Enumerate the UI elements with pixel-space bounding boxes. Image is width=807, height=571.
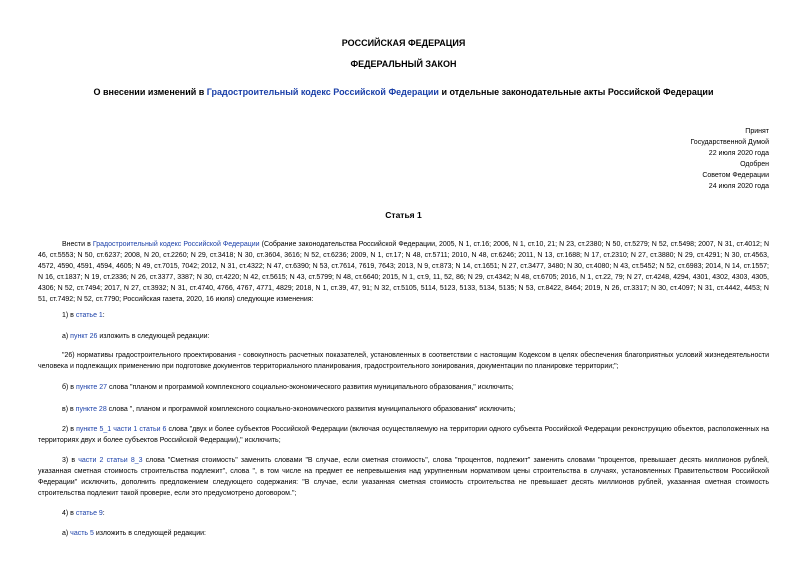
item-1v-prefix: в) в — [62, 406, 76, 413]
item-4 — [62, 508, 105, 519]
item-1v-suffix: слова ", планом и программой комплексного социально-экономического развития муниципального образования" исключить; — [106, 406, 516, 413]
item-2-link[interactable]: пункте 5_1 части 1 статьи 6 — [76, 426, 167, 433]
item-1v-link[interactable]: пункте 28 — [75, 406, 107, 413]
adoption-block — [549, 126, 769, 192]
item-1a-text: "26) нормативы градостроительного проектирования - совокупность расчетных показателей, установленных в соответствии с настоящим Кодексом в целях обеспечения благоприятных условий жизнедеятельности человека и подлежащих применению при подготовке документов территориального планирования, градостроительного зонирования, документации по планировке территории;"; — [38, 352, 769, 370]
article-intro — [38, 239, 769, 305]
intro-rest: (Собрание законодательства Российской Федерации, 2005, N 1, ст.16; 2006, N 1, ст.10, 21; N 23, ст.2380; N 50, ст.5279; N 52, ст.5498; 2007, N 31, ст.4012; N 46, ст.5553; N 50, ст.6237; 2008, N 20, ст.2260; N 29, ст.3418; N 30, ст.3604, 3616; N 52, ст.6236; 2009, N 1, ст.17; N 48, ст.5711; 2010, N 48, ст.6246; 2011, N 13, ст.1688; N 17, ст.2310; N 27, ст.3880; N 29, ст.4291; N 30, ст.4563, 4572, 4590, 4591, 4594, 4605; N 49, ст.7015, 7042; 2012, N 31, ст.4322; N 47, ст.6390; N 53, ст.7614, 7619, 7643; 2013, N 9, ст.873; N 14, ст.1651; N 27, ст.3477, 3480; N 30, ст.4080; N 43, ст.5452; N 52, ст.6983; 2014, N 14, ст.1557; N 16, ст.1837; N 19, ст.2336; N 26, ст.3377, 3387; N 30, ст.4220; N 42, ст.5615; N 43, ст.5799; N 48, ст.6640; 2015, N 1, ст.9, 11, 52, 86; N 29, ст.4342; N 48, ст.6705; 2016, N 1, ст.22, 79; N 27, ст.4248, 4294, 4301, 4302, 4303, 4305, 4306; N 52, ст.7494; 2017, N 27, ст.3932; N 31, ст.4740, 4766, 4767, 4771, 4829; 2018, N 1, ст.39, 47, 91; N 32, ст.5105, 5114, 5123, 5133, 5134, 5135; N 53, ст.8422, 8464; 2019, N 26, ст.3317; N 30, ст.4097; N 31, ст.4442, 4453; N 51, ст.7492; N 52, ст.7790; Российская газета, 2020, 16 июля) следующие изменения: — [38, 241, 769, 303]
item-1a-prefix: а) — [62, 333, 71, 340]
council-date: 24 июля 2020 года — [708, 183, 769, 190]
item-2 — [38, 424, 769, 446]
item-1a-link[interactable]: пункт 26 — [70, 333, 98, 340]
item-1-suffix: : — [102, 312, 105, 319]
item-1a — [62, 331, 209, 342]
item-1b — [62, 382, 514, 393]
item-2-suffix: слова "двух и более субъектов Российской Федерации (включая осуществляемую на территории одного субъекта Российской Федерации реконструкцию объектов, расположенных на территориях двух и более субъектов Российской Федерации)," исключить; — [38, 426, 770, 444]
council-label: Советом Федерации — [702, 172, 769, 179]
law-type-heading: ФЕДЕРАЛЬНЫЙ ЗАКОН — [350, 59, 457, 69]
item-1-prefix: 1) в — [62, 312, 76, 319]
item-1-link[interactable]: статье 1 — [75, 312, 103, 319]
item-1b-prefix: б) в — [62, 384, 76, 391]
law-title — [0, 87, 807, 97]
law-title-prefix: О внесении изменений в — [93, 87, 207, 97]
duma-date: 22 июля 2020 года — [708, 150, 769, 157]
item-4-link[interactable]: статье 9 — [75, 510, 103, 517]
item-2-prefix: 2) в — [62, 426, 77, 433]
approved-label: Одобрен — [740, 161, 769, 168]
item-1b-link[interactable]: пункте 27 — [75, 384, 108, 391]
item-3-link[interactable]: части 2 статьи 8_3 — [78, 457, 143, 464]
item-1v — [62, 404, 515, 415]
law-title-suffix: и отдельные законодательные акты Российской Федерации — [438, 87, 714, 97]
item-1a-suffix: изложить в следующей редакции: — [97, 333, 210, 340]
duma-label: Государственной Думой — [690, 139, 769, 146]
item-3 — [38, 455, 769, 499]
intro-prefix: Внести в — [62, 241, 93, 248]
item-3-suffix: слова "Сметная стоимость" заменить словами "В случае, если сметная стоимость", слова "процентов, подлежит" заменить словами "процентов, превышает десять миллионов рублей, указанная сметная стоимость строительства подлежит", слова ", в том числе на предмет ее непревышения над укрупненным нормативом цены строительства в случаях, установленных Правительством Российской Федерации" исключить, дополнить предложением следующего содержания: "В случае, если указанная сметная стоимость строительства не превышает десять миллионов рублей, указанная сметная стоимость строительства подлежит такой проверке, если это предусмотрено договором."; — [38, 457, 769, 497]
item-4-prefix: 4) в — [62, 510, 76, 517]
country-heading: РОССИЙСКАЯ ФЕДЕРАЦИЯ — [341, 38, 466, 48]
intro-code-link[interactable]: Градостроительный кодекс Российской Федерации — [92, 241, 260, 248]
item-4a-link[interactable]: часть 5 — [70, 530, 94, 537]
article-heading: Статья 1 — [385, 210, 422, 220]
item-3-prefix: 3) в — [62, 457, 79, 464]
item-4a — [62, 528, 206, 539]
item-4a-prefix: а) — [62, 530, 71, 537]
item-1b-suffix: слова "планом и программой комплексного социально-экономического развития муниципального образования," исключить; — [107, 384, 514, 391]
item-1 — [62, 310, 105, 321]
item-4a-suffix: изложить в следующей редакции: — [93, 530, 206, 537]
adopted-label: Принят — [745, 128, 769, 135]
item-4-suffix: : — [102, 510, 105, 517]
law-title-code-link[interactable]: Градостроительный кодекс Российской Федерации — [206, 87, 439, 97]
